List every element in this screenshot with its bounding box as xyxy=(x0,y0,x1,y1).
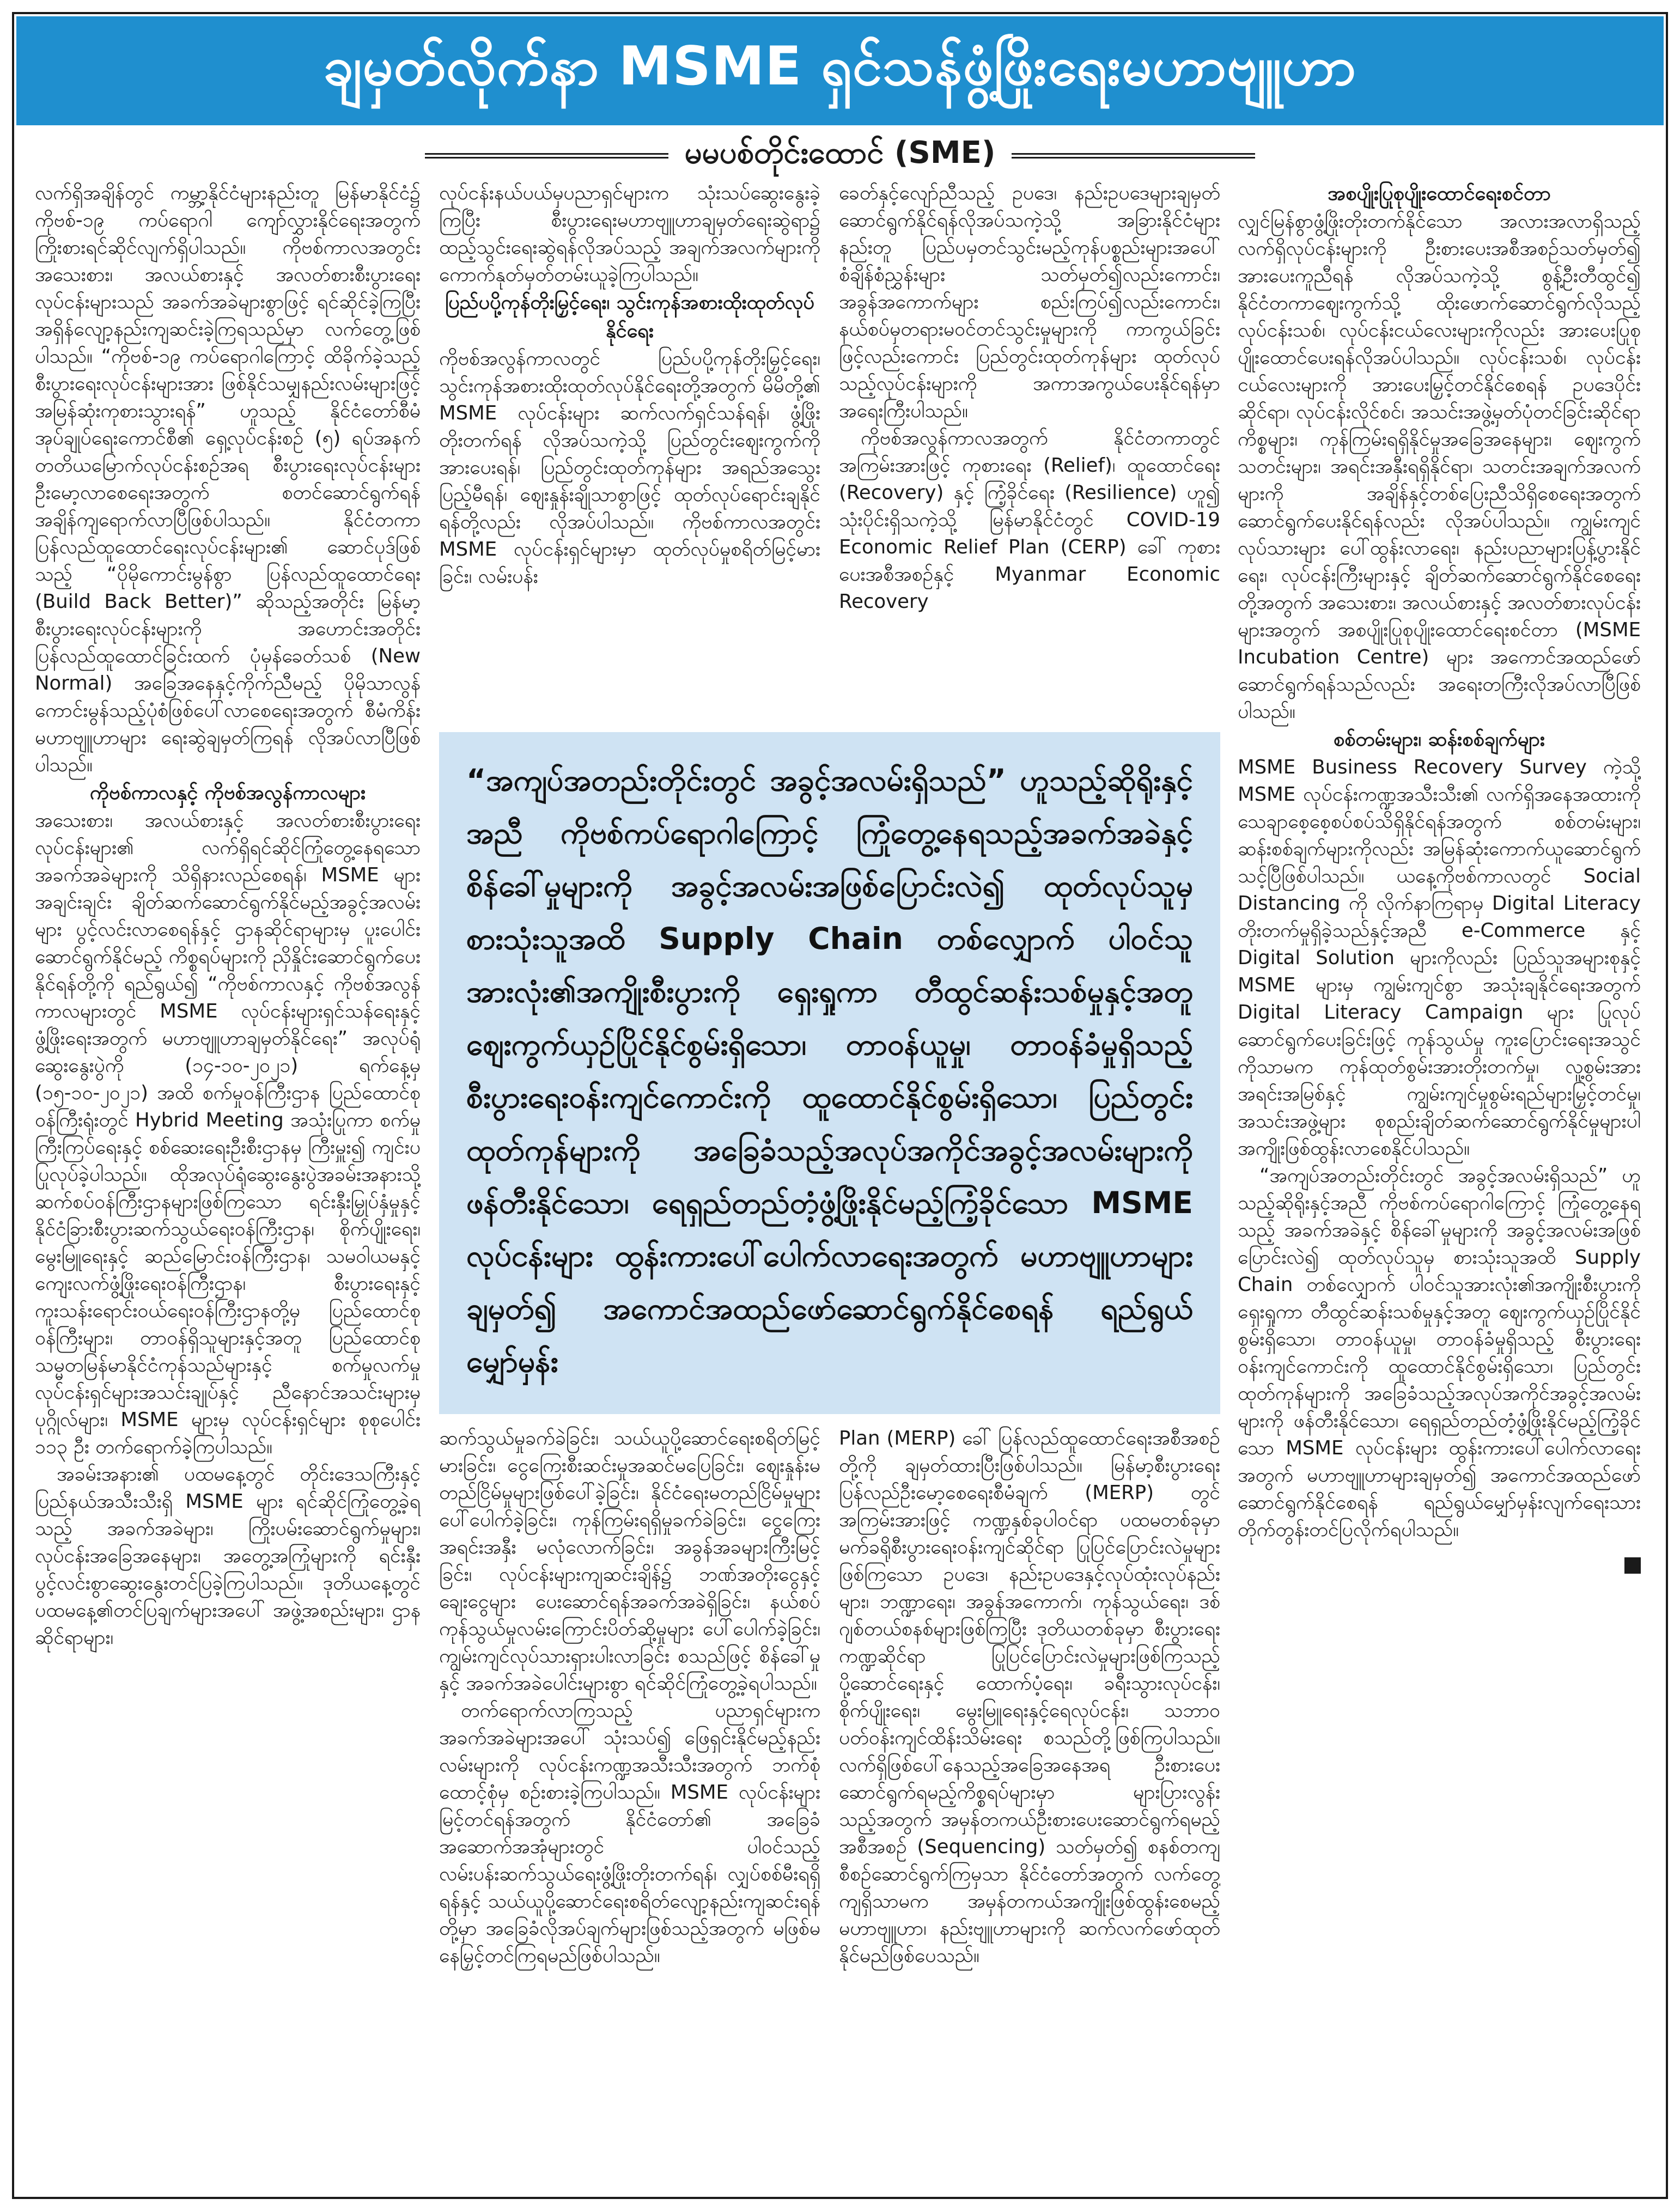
byline-rule-left xyxy=(425,153,668,159)
paragraph: Plan (MERP) ခေါ် ပြန်လည်ထူထောင်ရေးအစီအစဉ်တို့ကို ချမှတ်ထားပြီးဖြစ်ပါသည်။ မြန်မာ့စီးပွားရေး ပြန်လည်ဦးမော့စေရေးစီမံချက် (MERP) တွင် အကြမ်းအားဖြင့် ကဏ္ဍနှစ်ခုပါဝင်ရာ ပထမတစ်ခုမှာ မက်ခရိုစီးပွားရေးဝန်းကျင်ဆိုင်ရာ ပြုပြင်ပြောင်းလဲမှုများဖြစ်ကြသော ဥပဒေ၊ နည်းဥပဒေနှင့်လုပ်ထုံးလုပ်နည်းများ၊ ဘဏ္ဍာရေး၊ အခွန်အကောက်၊ ကုန်သွယ်ရေး၊ ဒစ်ဂျစ်တယ်စနစ်များဖြစ်ကြပြီး ဒုတိယတစ်ခုမှာ စီးပွားရေးကဏ္ဍဆိုင်ရာ ပြုပြင်ပြောင်းလဲမှုများဖြစ်ကြသည့် ပို့ဆောင်ရေးနှင့် ထောက်ပံ့ရေး၊ ခရီးသွားလုပ်ငန်း၊ စိုက်ပျိုးရေး၊ မွေးမြူရေးနှင့်ရေလုပ်ငန်း၊ သဘာဝပတ်ဝန်းကျင်ထိန်းသိမ်းရေး စသည်တို့ဖြစ်ကြပါသည်။ လက်ရှိဖြစ်ပေါ်နေသည့်အခြေအနေအရ ဦးစားပေးဆောင်ရွက်ရမည့်ကိစ္စရပ်များမှာ များပြားလွန်းသည့်အတွက် အမှန်တကယ်ဦးစားပေးဆောင်ရွက်ရမည့်အစီအစဉ် (Sequencing) သတ်မှတ်၍ စနစ်တကျစီစဉ်ဆောင်ရွက်ကြမှသာ နိုင်ငံတော်အတွက် လက်တွေ့ကျရှိသာမက အမှန်တကယ်အကျိုးဖြစ်ထွန်းစေမည့် မဟာဗျူဟာ၊ နည်းဗျူဟာများကို ဆက်လက်ဖော်ထုတ်နိုင်မည်ဖြစ်ပေသည်။ xyxy=(839,1427,1220,1967)
pull-quote-box xyxy=(439,732,1220,1414)
paragraph: ခေတ်နှင့်လျော်ညီသည့် ဥပဒေ၊ နည်းဥပဒေများချမှတ်ဆောင်ရွက်နိုင်ရန်လိုအပ်သကဲ့သို့ အခြားနိုင်ငံများနည်းတူ ပြည်ပမှတင်သွင်းမည့်ကုန်ပစ္စည်းများအပေါ် စံချိန်စံညွှန်းများ သတ်မှတ်၍လည်းကောင်း၊ အခွန်အကောက်များ စည်းကြပ်၍လည်းကောင်း၊ နယ်စပ်မှတရားမဝင်တင်သွင်းမှုများကို ကာကွယ်ခြင်းဖြင့်လည်းကောင်း ပြည်တွင်းထုတ်ကုန်များ ထုတ်လုပ်သည့်လုပ်ငန်းများကို အကာအကွယ်ပေးနိုင်ရန်မှာ အရေးကြီးပါသည်။ xyxy=(839,182,1220,422)
headline-title: ချမှတ်လိုက်နာ MSME ရှင်သန်ဖွံ့ဖြိုးရေးမဟာဗျူဟာ xyxy=(323,35,1357,98)
author-byline: မမပစ်တိုင်းထောင် (SME) xyxy=(684,135,996,170)
paragraph: ကိုဗစ်အလွန်ကာလတွင် ပြည်ပပို့ကုန်တိုးမြှင့်ရေး၊ သွင်းကုန်အစားထိုးထုတ်လုပ်နိုင်ရေးတို့အတွက် မိမိတို့၏ MSME လုပ်ငန်းများ ဆက်လက်ရှင်သန်ရန်၊ ဖွံ့ဖြိုးတိုးတက်ရန် လိုအပ်သကဲ့သို့ ပြည်တွင်းဈေးကွက်ကို အားပေးရန်၊ ပြည်တွင်းထုတ်ကုန်များ အရည်အသွေးပြည့်မီရန်၊ ဈေးနှုန်းချိုသာစွာဖြင့် ထုတ်လုပ်ရောင်းချနိုင်ရန်တို့လည်း လိုအပ်ပါသည်။ ကိုဗစ်ကာလအတွင်း MSME လုပ်ငန်းရှင်များမှာ ထုတ်လုပ်မှုစရိတ်မြင့်မားခြင်း၊ လမ်းပန်း xyxy=(439,348,820,588)
article-column-4 xyxy=(1238,180,1641,2152)
subheading-surveys: စစ်တမ်းများ၊ ဆန်းစစ်ချက်များ xyxy=(1333,728,1545,751)
article-column-3-bottom xyxy=(839,1425,1220,2152)
end-mark-row xyxy=(1238,1551,1641,1579)
paragraph: MSME Business Recovery Survey ကဲ့သို့ MSME လုပ်ငန်းကဏ္ဍအသီးသီး၏ လက်ရှိအနေအထားကို သေချာစေ့စေ့စပ်စပ်သိရှိနိုင်ရန်အတွက် စစ်တမ်းများ၊ ဆန်းစစ်ချက်များကိုလည်း အမြန်ဆုံးကောက်ယူဆောင်ရွက်သင့်ပြီဖြစ်ပါသည်။ ယနေ့ကိုဗစ်ကာလတွင် Social Distancing ကို လိုက်နာကြရာမှ Digital Literacy တိုးတက်မှုရှိခဲ့သည်နှင့်အညီ e-Commerce နှင့် Digital Solution များကိုလည်း ပြည်သူအများစုနှင့် MSME များမှ ကျွမ်းကျင်စွာ အသုံးချနိုင်ရေးအတွက် Digital Literacy Campaign များ ပြုလုပ်ဆောင်ရွက်ပေးခြင်းဖြင့် ကုန်သွယ်မှု ကူးပြောင်းရေးအသွင်ကိုသာမက ကုန်ထုတ်စွမ်းအားတိုးတက်မှု၊ လူ့စွမ်းအားအရင်းအမြစ်နှင့် ကျွမ်းကျင်မှုစွမ်းရည်များမြှင့်တင်မှု၊ အသင်းအဖွဲ့များ စုစည်းချိတ်ဆက်ဆောင်ရွက်နိုင်မှုများပါ အကျိုးဖြစ်ထွန်းလာစေနိုင်ပါသည်။ xyxy=(1238,756,1641,1160)
paragraph: ကိုဗစ်အလွန်ကာလအတွက် နိုင်ငံတကာတွင် အကြမ်းအားဖြင့် ကုစားရေး (Relief)၊ ထူထောင်ရေး (Recovery) နှင့် ကြံ့ခိုင်ရေး (Resilience) ဟူ၍ သုံးပိုင်းရှိသကဲ့သို့ မြန်မာနိုင်ငံတွင် COVID-19 Economic Relief Plan (CERP) ခေါ် ကုစားပေးအစီအစဉ်နှင့် Myanmar Economic Recovery xyxy=(839,427,1220,613)
article-column-2-bottom xyxy=(439,1425,820,2152)
paragraph: အခမ်းအနား၏ ပထမနေ့တွင် တိုင်းဒေသကြီးနှင့် ပြည်နယ်အသီးသီးရှိ MSME များ ရင်ဆိုင်ကြုံတွေ့ခဲ့ရသည့် အခက်အခဲများ၊ ကြိုးပမ်းဆောင်ရွက်မှုများ၊ လုပ်ငန်းအခြေအနေများ၊ အတွေ့အကြုံများကို ရင်းနှီးပွင့်လင်းစွာဆွေးနွေးတင်ပြခဲ့ကြပါသည်။ ဒုတိယနေ့တွင် ပထမနေ့၏တင်ပြချက်များအပေါ် အဖွဲ့အစည်းများ၊ ဌာနဆိုင်ရာများ၊ xyxy=(35,1463,421,1649)
paragraph: လက်ရှိအချိန်တွင် ကမ္ဘာ့နိုင်ငံများနည်းတူ မြန်မာနိုင်ငံ၌ ကိုဗစ်-၁၉ ကပ်ရောဂါ ကျော်လွှားနိုင်ရေးအတွက် ကြိုးစားရင်ဆိုင်လျက်ရှိပါသည်။ ကိုဗစ်ကာလအတွင်း အသေးစား၊ အလယ်စားနှင့် အလတ်စားစီးပွားရေးလုပ်ငန်းများသည် အခက်အခဲများစွာဖြင့် ရင်ဆိုင်ခဲ့ကြပြီး အရှိန်လျော့နည်းကျဆင်းခဲ့ကြရသည်မှာ လက်တွေ့ဖြစ်ပါသည်။ “ကိုဗစ်-၁၉ ကပ်ရောဂါကြောင့် ထိခိုက်ခဲ့သည့်စီးပွားရေးလုပ်ငန်းများအား ဖြစ်နိုင်သမျှနည်းလမ်းများဖြင့် အမြန်ဆုံးကုစားသွားရန်” ဟူသည့် နိုင်ငံတော်စီမံအုပ်ချုပ်ရေးကောင်စီ၏ ရှေ့လုပ်ငန်းစဉ် (၅) ရပ်အနက် တတိယမြောက်လုပ်ငန်းစဉ်အရ စီးပွားရေးလုပ်ငန်းများ ဦးမော့လာစေရေးအတွက် စတင်ဆောင်ရွက်ရန် အချိန်ကျရောက်လာပြီဖြစ်ပါသည်။ နိုင်ငံတကာပြန်လည်ထူထောင်ရေးလုပ်ငန်းများ၏ ဆောင်ပုဒ်ဖြစ်သည့် “ပိုမိုကောင်းမွန်စွာ ပြန်လည်ထူထောင်ရေး (Build Back Better)” ဆိုသည့်အတိုင်း မြန်မာ့စီးပွားရေးလုပ်ငန်းများကို အဟောင်းအတိုင်း ပြန်လည်ထူထောင်ခြင်းထက် ပုံမှန်ခေတ်သစ် (New Normal) အခြေအနေနှင့်ကိုက်ညီမည့် ပိုမိုသာလွန်ကောင်းမွန်သည့်ပုံစံဖြစ်ပေါ်လာစေရေးအတွက် စီမံကိန်းမဟာဗျူဟာများ ရေးဆွဲချမှတ်ကြရန် လိုအပ်လာပြီဖြစ်ပါသည်။ xyxy=(35,182,421,776)
paragraph: လုပ်ငန်းနယ်ပယ်မှပညာရှင်များက သုံးသပ်ဆွေးနွေးခဲ့ကြပြီး စီးပွားရေးမဟာဗျူဟာချမှတ်ရေးဆွဲရာ၌ ထည့်သွင်းရေးဆွဲရန်လိုအပ်သည့် အချက်အလက်များကို ကောက်နုတ်မှတ်တမ်းယူခဲ့ကြပါသည်။ xyxy=(439,182,820,286)
subheading-covid-periods: ကိုဗစ်ကာလနှင့် ကိုဗစ်အလွန်ကာလများ xyxy=(89,782,366,804)
article-column-1 xyxy=(35,180,421,2152)
paragraph: ဆက်သွယ်မှုခက်ခဲခြင်း၊ သယ်ယူပို့ဆောင်ရေးစရိတ်မြင့်မားခြင်း၊ ငွေကြေးစီးဆင်းမှုအဆင်မပြေခြင်း၊ ဈေးနှုန်းမတည်ငြိမ်မှုများဖြစ်ပေါ်ခဲ့ခြင်း၊ နိုင်ငံရေးမတည်ငြိမ်မှုများပေါ်ပေါက်ခဲ့ခြင်း၊ ကုန်ကြမ်းရရှိမှုခက်ခဲခြင်း၊ ငွေကြေးအရင်းအနှီး မလုံလောက်ခြင်း၊ အခွန်အခများကြီးမြင့်ခြင်း၊ လုပ်ငန်းများကျဆင်းချိန်၌ ဘဏ်အတိုးငွေနှင့် ချေးငွေများ ပေးဆောင်ရန်အခက်အခဲရှိခြင်း၊ နယ်စပ်ကုန်သွယ်မှုလမ်းကြောင်းပိတ်ဆို့မှုများ ပေါ်ပေါက်ခဲ့ခြင်း၊ ကျွမ်းကျင်လုပ်သားရှားပါးလာခြင်း စသည်ဖြင့် စိန်ခေါ်မှုနှင့် အခက်အခဲပေါင်းများစွာ ရင်ဆိုင်ကြုံတွေ့ခဲ့ရပါသည်။ xyxy=(439,1427,820,1695)
byline-row xyxy=(33,134,1647,178)
article-column-3-top xyxy=(839,180,1220,724)
paragraph: တက်ရောက်လာကြသည့် ပညာရှင်များက အခက်အခဲများအပေါ် သုံးသပ်၍ ဖြေရှင်းနိုင်မည့်နည်းလမ်းများကို လုပ်ငန်းကဏ္ဍအသီးသီးအတွက် ဘက်စုံထောင့်စုံမှ စဉ်းစားခဲ့ကြပါသည်။ MSME လုပ်ငန်းများ မြင့်တင်ရန်အတွက် နိုင်ငံတော်၏ အခြေခံအဆောက်အအုံများတွင် ပါဝင်သည့် လမ်းပန်းဆက်သွယ်ရေးဖွံ့ဖြိုးတိုးတက်ရန်၊ လျှပ်စစ်မီးရရှိရန်နှင့် သယ်ယူပို့ဆောင်ရေးစရိတ်လျော့နည်းကျဆင်းရန်တို့မှာ အခြေခံလိုအပ်ချက်များဖြစ်သည့်အတွက် မဖြစ်မနေမြှင့်တင်ကြရမည်ဖြစ်ပါသည်။ xyxy=(439,1700,820,1967)
paragraph: လျှင်မြန်စွာဖွံ့ဖြိုးတိုးတက်နိုင်သော အလားအလာရှိသည့် လက်ရှိလုပ်ငန်းများကို ဦးစားပေးအစီအစဉ်သတ်မှတ်၍ အားပေးကူညီရန် လိုအပ်သကဲ့သို့ စွန့်ဦးတီထွင်၍ နိုင်ငံတကာဈေးကွက်သို့ ထိုးဖောက်ဆောင်ရွက်လိုသည့် လုပ်ငန်းသစ်၊ လုပ်ငန်းငယ်လေးများကိုလည်း အားပေးပြုစုပျိုးထောင်ပေးရန်လိုအပ်ပါသည်။ လုပ်ငန်းသစ်၊ လုပ်ငန်းငယ်လေးများကို အားပေးမြှင့်တင်နိုင်စေရန် ဥပဒေပိုင်းဆိုင်ရာ၊ လုပ်ငန်းလိုင်စင်၊ အသင်းအဖွဲ့မှတ်ပုံတင်ခြင်းဆိုင်ရာကိစ္စများ၊ ကုန်ကြမ်းရရှိနိုင်မှုအခြေအနေများ၊ ဈေးကွက်သတင်းများ၊ အရင်းအနှီးရရှိနိုင်ရာ၊ သတင်းအချက်အလက်များကို အချိန်နှင့်တစ်ပြေးညီသိရှိစေရေးအတွက် ဆောင်ရွက်ပေးနိုင်ရန်လည်း လိုအပ်ပါသည်။ ကျွမ်းကျင်လုပ်သားများ ပေါ်ထွန်းလာရေး၊ နည်းပညာများပြန့်ပွားနိုင်ရေး၊ လုပ်ငန်းကြီးများနှင့် ချိတ်ဆက်ဆောင်ရွက်နိုင်စေရေးတို့အတွက် အသေးစား၊ အလယ်စားနှင့် အလတ်စားလုပ်ငန်းများအတွက် အစပျိုးပြုစုပျိုးထောင်ရေးစင်တာ (MSME Incubation Centre) များ အကောင်အထည်ဖော်ဆောင်ရွက်ရန်သည်လည်း အရေးတကြီးလိုအပ်လာပြီဖြစ်ပါသည်။ xyxy=(1238,210,1641,723)
paragraph: “အကျပ်အတည်းတိုင်းတွင် အခွင့်အလမ်းရှိသည်” ဟူသည့်ဆိုရိုးနှင့်အညီ ကိုဗစ်ကပ်ရောဂါကြောင့် ကြုံတွေ့နေရသည့် အခက်အခဲနှင့် စိန်ခေါ်မှုများကို အခွင့်အလမ်းအဖြစ်ပြောင်းလဲ၍ ထုတ်လုပ်သူမှ စားသုံးသူအထိ Supply Chain တစ်လျှောက် ပါဝင်သူအားလုံး၏အကျိုးစီးပွားကို ရှေးရှုကာ တီထွင်ဆန်းသစ်မှုနှင့်အတူ ဈေးကွက်ယှဉ်ပြိုင်နိုင်စွမ်းရှိသော၊ တာဝန်ယူမှု၊ တာဝန်ခံမှုရှိသည့် စီးပွားရေးဝန်းကျင်ကောင်းကို ထူထောင်နိုင်စွမ်းရှိသော၊ ပြည်တွင်းထုတ်ကုန်များကို အခြေခံသည့်အလုပ်အကိုင်အခွင့်အလမ်းများကို ဖန်တီးနိုင်သော၊ ရေရှည်တည်တံ့ဖွံ့ဖြိုးနိုင်မည့်ကြံ့ခိုင်သော MSME လုပ်ငန်းများ ထွန်းကားပေါ်ပေါက်လာရေးအတွက် မဟာဗျူဟာများချမှတ်၍ အကောင်အထည်ဖော်ဆောင်ရွက်နိုင်စေရန် ရည်ရွယ်မျှော်မှန်းလျက်ရေးသားတိုက်တွန်းတင်ပြလိုက်ရပါသည်။ xyxy=(1238,1165,1641,1541)
subheading-export-import-substitution: ပြည်ပပို့ကုန်တိုးမြှင့်ရေး၊ သွင်းကုန်အစားထိုးထုတ်လုပ်နိုင်ရေး xyxy=(445,291,814,342)
headline-banner xyxy=(16,16,1664,125)
end-of-article-square-icon xyxy=(1624,1557,1641,1574)
byline-rule-right xyxy=(1012,153,1255,159)
article-column-2-top xyxy=(439,180,820,724)
subheading-incubation-centre: အစပျိုးပြုစုပျိုးထောင်ရေးစင်တာ xyxy=(1328,182,1551,205)
pull-quote-text: “အကျပ်အတည်းတိုင်းတွင် အခွင့်အလမ်းရှိသည်” ဟူသည့်ဆိုရိုးနှင့်အညီ ကိုဗစ်ကပ်ရောဂါကြောင့် ကြုံတွေ့နေရသည့်အခက်အခဲနှင့် စိန်ခေါ်မှုများကို အခွင့်အလမ်းအဖြစ်ပြောင်းလဲ၍ ထုတ်လုပ်သူမှ စားသုံးသူအထိ Supply Chain တစ်လျှောက် ပါဝင်သူအားလုံး၏အကျိုးစီးပွားကို ရှေးရှုကာ တီထွင်ဆန်းသစ်မှုနှင့်အတူ ဈေးကွက်ယှဉ်ပြိုင်နိုင်စွမ်းရှိသော၊ တာဝန်ယူမှု၊ တာဝန်ခံမှုရှိသည့် စီးပွားရေးဝန်းကျင်ကောင်းကို ထူထောင်နိုင်စွမ်းရှိသော၊ ပြည်တွင်းထုတ်ကုန်များကို အခြေခံသည့်အလုပ်အကိုင်အခွင့်အလမ်းများကို ဖန်တီးနိုင်သော၊ ရေရှည်တည်တံ့ဖွံ့ဖြိုးနိုင်မည့်ကြံ့ခိုင်သော MSME လုပ်ငန်းများ ထွန်းကားပေါ်ပေါက်လာရေးအတွက် မဟာဗျူဟာများချမှတ်၍ အကောင်အထည်ဖော်ဆောင်ရွက်နိုင်စေရန် ရည်ရွယ်မျှော်မှန်း xyxy=(466,763,1193,1379)
paragraph: အသေးစား၊ အလယ်စားနှင့် အလတ်စားစီးပွားရေးလုပ်ငန်းများ၏ လက်ရှိရင်ဆိုင်ကြုံတွေ့နေရသောအခက်အခဲများကို သိရှိနားလည်စေရန်၊ MSME များအချင်းချင်း ချိတ်ဆက်ဆောင်ရွက်နိုင်မည့်အခွင့်အလမ်းများ ပွင့်လင်းလာစေရန်နှင့် ဌာနဆိုင်ရာများမှ ပူးပေါင်းဆောင်ရွက်နိုင်မည့် ကိစ္စရပ်များကို ညှိနှိုင်းဆောင်ရွက်ပေးနိုင်ရန်တို့ကို ရည်ရွယ်၍ “ကိုဗစ်ကာလနှင့် ကိုဗစ်အလွန်ကာလများတွင် MSME လုပ်ငန်းများရှင်သန်ရေးနှင့် ဖွံ့ဖြိုးရေးအတွက် မဟာဗျူဟာချမှတ်နိုင်ရေး” အလုပ်ရုံဆွေးနွေးပွဲကို (၁၄-၁၀-၂၀၂၁) ရက်နေ့မှ (၁၅-၁၀-၂၀၂၁) အထိ စက်မှုဝန်ကြီးဌာန ပြည်ထောင်စုဝန်ကြီးရုံးတွင် Hybrid Meeting အသုံးပြုကာ စက်မှုကြီးကြပ်ရေးနှင့် စစ်ဆေးရေးဦးစီးဌာနမှ ကြီးမှူး၍ ကျင်းပပြုလုပ်ခဲ့ပါသည်။ ထိုအလုပ်ရုံဆွေးနွေးပွဲအခမ်းအနားသို့ ဆက်စပ်ဝန်ကြီးဌာနများဖြစ်ကြသော ရင်းနှီးမြှုပ်နှံမှုနှင့် နိုင်ငံခြားစီးပွားဆက်သွယ်ရေးဝန်ကြီးဌာန၊ စိုက်ပျိုးရေး၊ မွေးမြူရေးနှင့် ဆည်မြောင်းဝန်ကြီးဌာန၊ သမဝါယမနှင့် ကျေးလက်ဖွံ့ဖြိုးရေးဝန်ကြီးဌာန၊ စီးပွားရေးနှင့် ကူးသန်းရောင်းဝယ်ရေးဝန်ကြီးဌာနတို့မှ ပြည်ထောင်စုဝန်ကြီးများ၊ တာဝန်ရှိသူများနှင့်အတူ ပြည်ထောင်စုသမ္မတမြန်မာနိုင်ငံကုန်သည်များနှင့် စက်မှုလက်မှုလုပ်ငန်းရှင်များအသင်းချုပ်နှင့် ညီနောင်အသင်းများမှ ပုဂ္ဂိုလ်များ၊ MSME များမှ လုပ်ငန်းရှင်များ စုစုပေါင်း ၁၁၃ ဦး တက်ရောက်ခဲ့ကြပါသည်။ xyxy=(35,809,421,1458)
